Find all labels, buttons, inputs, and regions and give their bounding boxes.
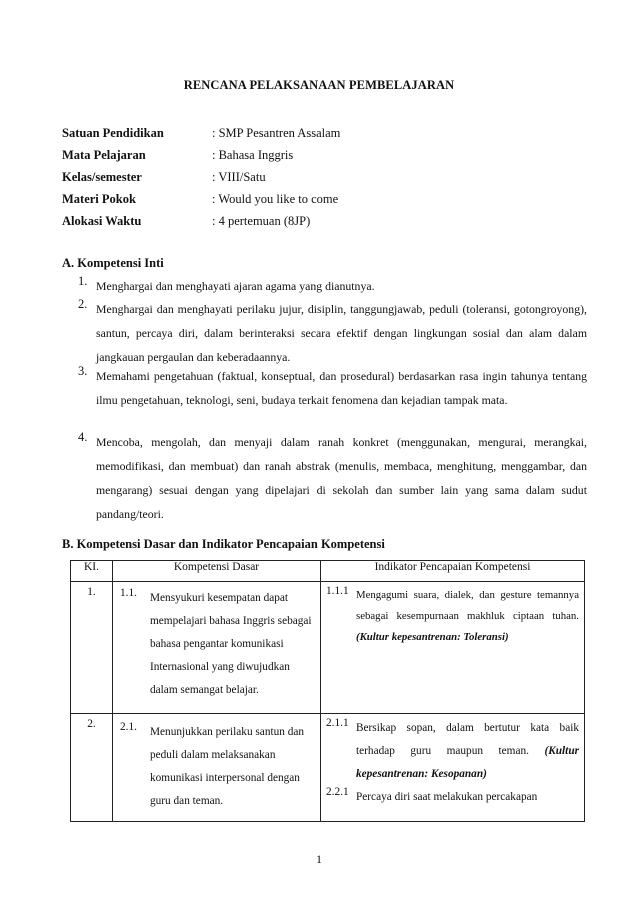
value-materi-pokok: : Would you like to come [212, 192, 339, 206]
label-kelas-semester: Kelas/semester [62, 170, 142, 184]
list-item-text: Mencoba, mengolah, dan menyaji dalam ranah konkret (menggunakan, mengurai, merangkai, memodifikasi, dan membuat) dan ranah abstrak (menulis, membaca, menghitung, menggambar, dan mengarang) sesuai dengan yang dipelajari di sekolah dan sumber lain yang sama dalam sudut pandang/teori. [96, 435, 587, 521]
indicator-number: 2.1.1 [326, 717, 349, 729]
section-a-heading: A. Kompetensi Inti [62, 256, 164, 270]
kd-cell [113, 714, 321, 822]
kd-text: Mensyukuri kesempatan dapat mempelajari bahasa Inggris sebagai bahasa pengantar komunikasi Internasional yang diwujudkan dalam semangat belajar. [150, 592, 312, 696]
label-alokasi-waktu: Alokasi Waktu [62, 214, 142, 228]
kd-text: Menunjukkan perilaku santun dan peduli dalam melaksanakan komunikasi interpersonal dengan guru dan teman. [150, 726, 305, 807]
indicator-culture-tag: (Kultur kepesantrenan: Toleransi) [356, 631, 509, 643]
indicator-culture-tag: (Kultur kepesantrenan: Kesopanan) [356, 745, 580, 780]
page-title: RENCANA PELAKSANAAN PEMBELAJARAN [183, 78, 455, 92]
indicator-text: Mengagumi suara, dialek, dan gesture temannya sebagai kesempurnaan makhluk ciptaan tuhan. [356, 589, 579, 622]
page-number: 1 [316, 852, 322, 866]
table-row [71, 582, 585, 714]
indicator-text: Percaya diri saat melakukan percakapan [356, 791, 538, 803]
kd-number: 1.1. [120, 587, 137, 599]
competency-table [70, 560, 585, 822]
list-item-text: Menghargai dan menghayati ajaran agama yang dianutnya. [96, 279, 375, 293]
header-indikator: Indikator Pencapaian Kompetensi [321, 561, 585, 582]
indicator-number: 2.2.1 [326, 786, 349, 798]
indicator-number: 1.1.1 [326, 585, 349, 597]
indicator-item [326, 717, 579, 786]
value-alokasi-waktu: : 4 pertemuan (8JP) [212, 214, 311, 228]
list-item-text: Memahami pengetahuan (faktual, konseptual, dan prosedural) berdasarkan rasa ingin tahunya tentang ilmu pengetahuan, teknologi, seni, budaya terkait fenomena dan kejadian tampak mata. [96, 369, 587, 407]
indicator-cell [321, 582, 585, 714]
list-item-number: 2. [78, 297, 88, 311]
kd-cell [113, 582, 321, 714]
list-item-text: Menghargai dan menghayati perilaku jujur, disiplin, tanggungjawab, peduli (toleransi, gotongroyong), santun, percaya diri, dalam berinteraksi secara efektif dengan lingkungan sosial dan alam dalam jangkauan pergaulan dan keberadaannya. [96, 302, 587, 364]
header-ki: KI. [71, 561, 113, 582]
section-b-heading: B. Kompetensi Dasar dan Indikator Pencapaian Kompetensi [62, 537, 385, 551]
table-header-row [71, 561, 585, 582]
indicator-cell [321, 714, 585, 822]
list-item-number: 4. [78, 430, 88, 444]
ki-number: 1. [71, 582, 113, 714]
table-row [71, 714, 585, 822]
indicator-text: Bersikap sopan, dalam bertutur kata baik terhadap guru maupun teman. [356, 722, 579, 757]
indicator-item [326, 585, 579, 648]
label-materi-pokok: Materi Pokok [62, 192, 136, 206]
value-kelas-semester: : VIII/Satu [212, 170, 266, 184]
list-item-number: 1. [78, 274, 88, 288]
list-item-number: 3. [78, 364, 88, 378]
value-satuan-pendidikan: : SMP Pesantren Assalam [212, 126, 341, 140]
ki-number: 2. [71, 714, 113, 822]
header-kompetensi-dasar: Kompetensi Dasar [113, 561, 321, 582]
indicator-item [326, 786, 579, 809]
identity-block [62, 126, 582, 236]
label-satuan-pendidikan: Satuan Pendidikan [62, 126, 164, 140]
value-mata-pelajaran: : Bahasa Inggris [212, 148, 294, 162]
label-mata-pelajaran: Mata Pelajaran [62, 148, 146, 162]
kd-number: 2.1. [120, 721, 137, 733]
